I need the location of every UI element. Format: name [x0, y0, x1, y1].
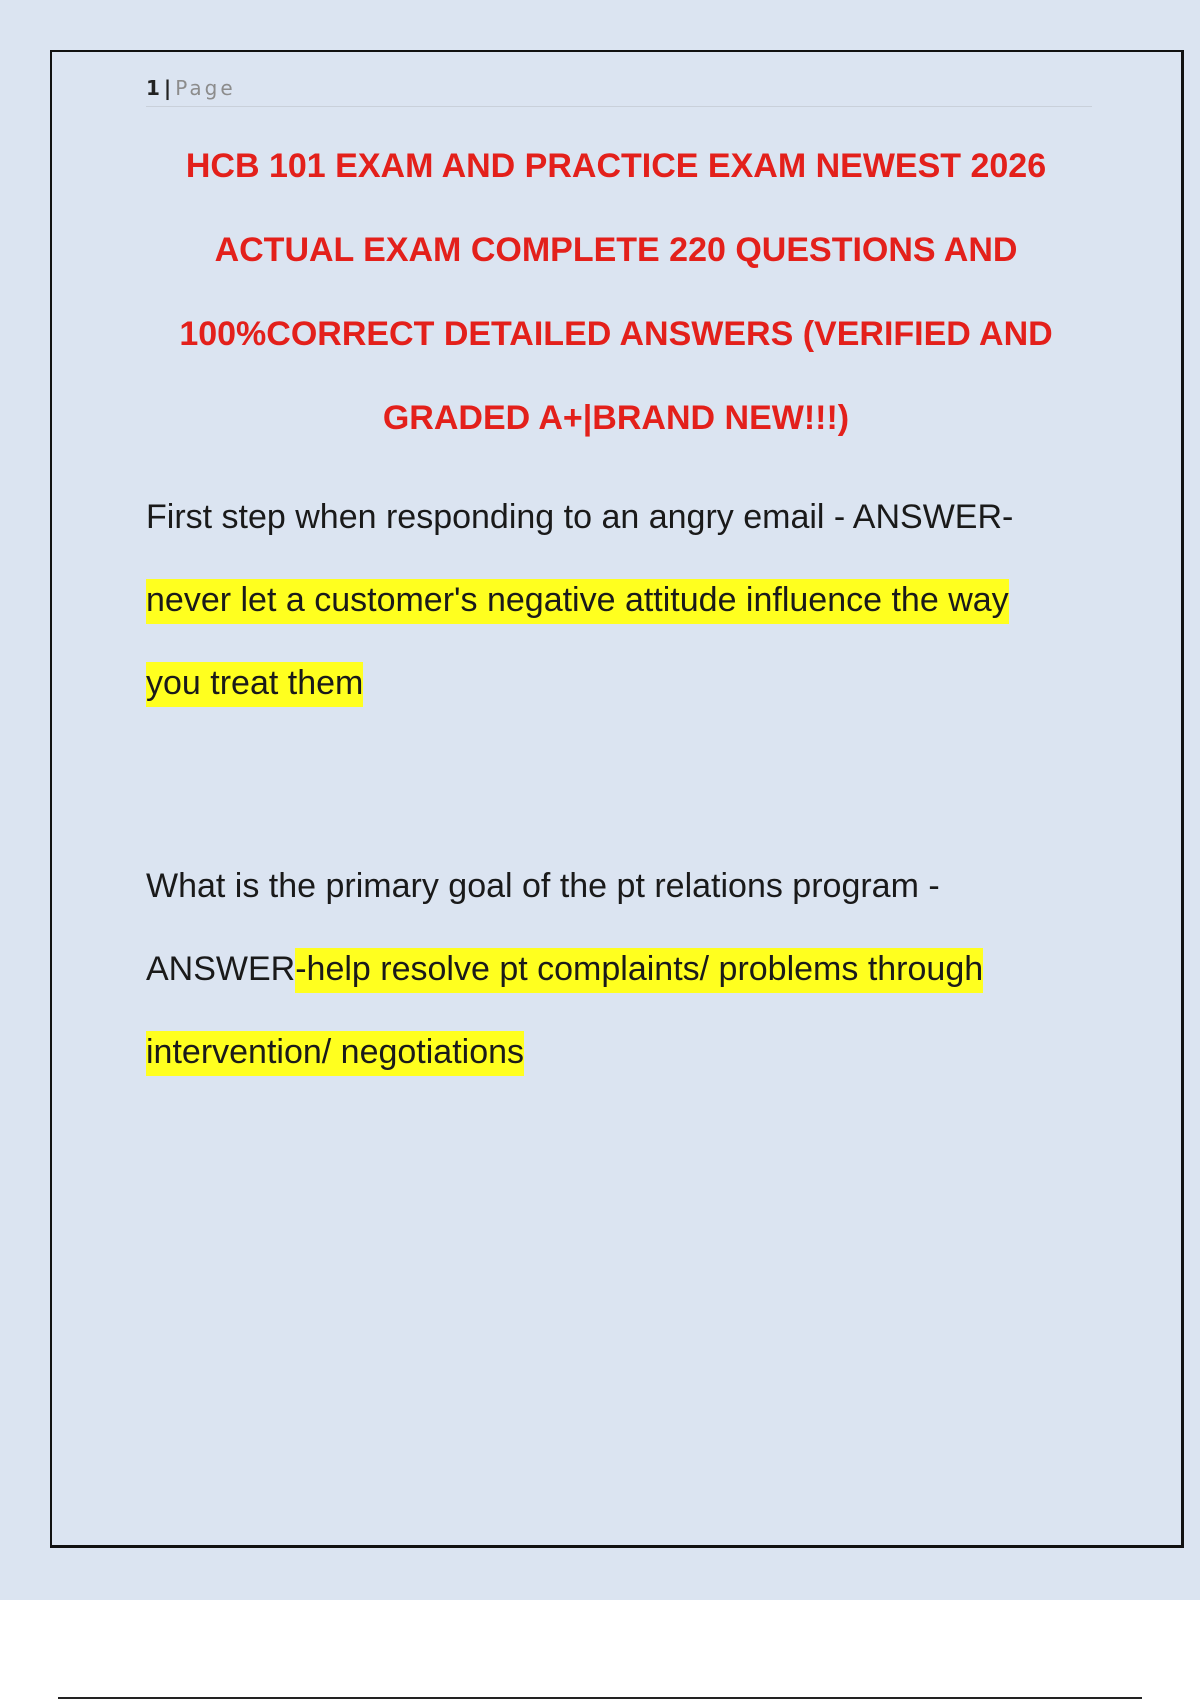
question-text: What is the primary goal of the pt relations program -: [146, 867, 940, 905]
question-block: [146, 845, 1096, 1094]
page-number: 1: [146, 76, 160, 100]
question-text: First step when responding to an angry email - ANSWER-: [146, 498, 1014, 536]
answer-line: [146, 928, 1096, 1011]
answer-highlight: never let a customer's negative attitude influence the way: [146, 579, 1009, 624]
answer-line: [146, 559, 1096, 642]
title-line: HCB 101 EXAM AND PRACTICE EXAM NEWEST 2026: [185, 147, 1047, 185]
answer-prefix: ANSWER: [146, 950, 296, 988]
title-line: GRADED A+|BRAND NEW!!!): [382, 399, 850, 437]
page-separator: |: [163, 76, 172, 100]
question-block: [146, 476, 1096, 725]
answer-line: [146, 1011, 1096, 1094]
answer-highlight: -help resolve pt complaints/ problems through: [295, 948, 983, 993]
answer-highlight: you treat them: [146, 662, 363, 707]
page-label: Page: [175, 76, 236, 100]
bottom-rule: [58, 1697, 1142, 1699]
title-line: 100%CORRECT DETAILED ANSWERS (VERIFIED AND: [179, 315, 1053, 353]
title-line: ACTUAL EXAM COMPLETE 220 QUESTIONS AND: [214, 231, 1018, 269]
page-header: [146, 74, 1092, 107]
document-title: [116, 124, 1116, 460]
answer-highlight: intervention/ negotiations: [146, 1031, 524, 1076]
answer-line: [146, 642, 1096, 725]
